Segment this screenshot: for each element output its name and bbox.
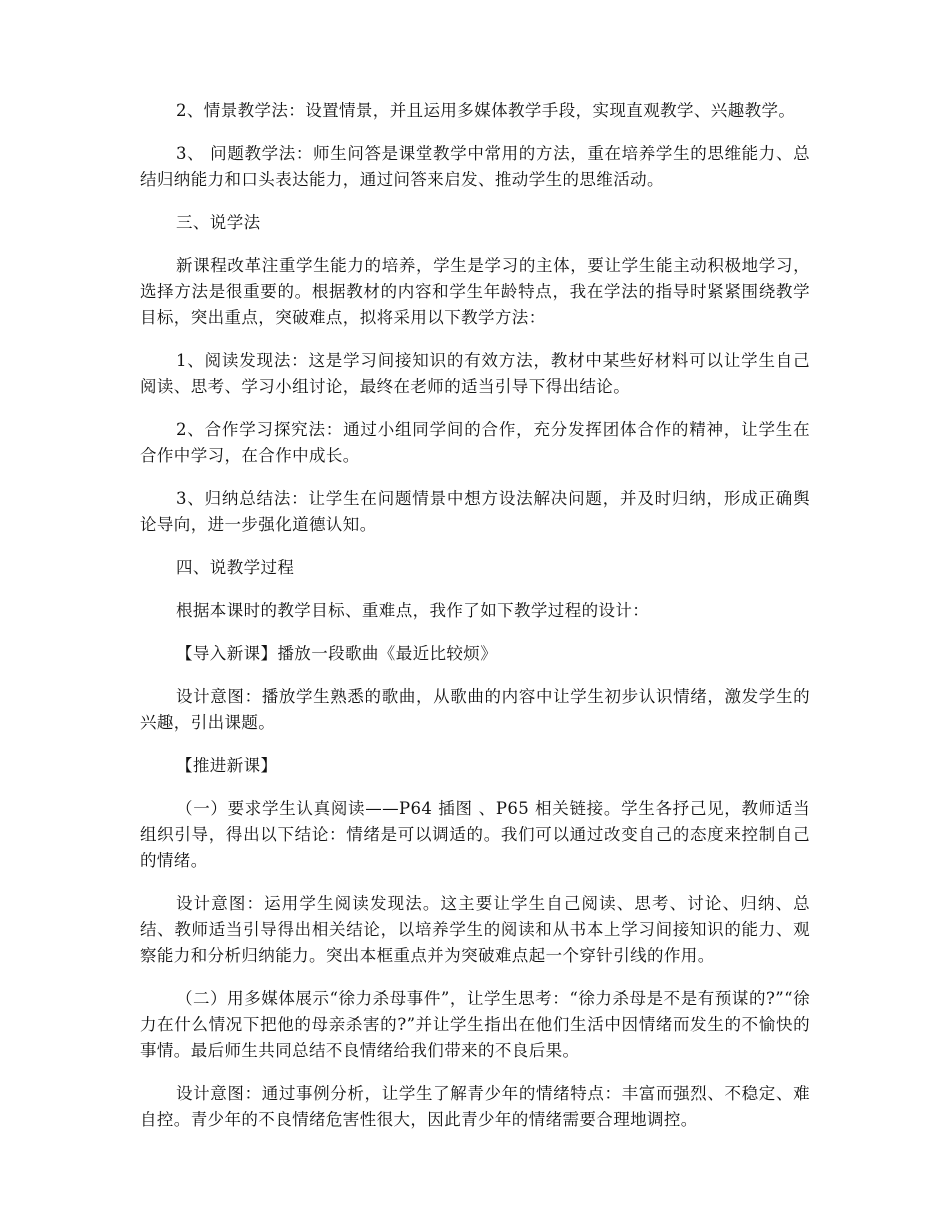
paragraph-process-intro: 根据本课时的教学目标、重难点，我作了如下教学过程的设计： xyxy=(176,601,650,620)
paragraph-learning-intro: 新课程改革注重学生能力的培养，学生是学习的主体，要让学生能主动积极地学习，选择方法是很重要的。根据教材的内容和学生年龄特点，我在学法的指导时紧紧围绕教学目标，突出重点，突破难点，拟将采用以下教学方法： xyxy=(140,256,810,327)
paragraph-lesson-intro: 【导入新课】播放一段歌曲《最近比较烦》 xyxy=(176,644,498,663)
paragraph-teaching-method-2: 2、情景教学法：设置情景，并且运用多媒体教学手段，实现直观教学、兴趣教学。 xyxy=(176,101,796,120)
paragraph-design-intent-3: 设计意图：通过事例分析，让学生了解青少年的情绪特点：丰富而强烈、不稳定、难自控。青少年的不良情绪危害性很大，因此青少年的情绪需要合理地调控。 xyxy=(140,1084,810,1129)
section-heading-learning-method: 三、说学法 xyxy=(176,213,261,232)
section-heading-teaching-process: 四、说教学过程 xyxy=(176,558,295,577)
paragraph-learning-method-1: 1、阅读发现法：这是学习间接知识的有效方法，教材中某些好材料可以让学生自己阅读、思考、学习小组讨论，最终在老师的适当引导下得出结论。 xyxy=(140,351,810,396)
paragraph-advance-lesson: 【推进新课】 xyxy=(176,756,278,775)
paragraph-learning-method-2: 2、合作学习探究法：通过小组同学间的合作，充分发挥团体合作的精神，让学生在合作中学习，在合作中成长。 xyxy=(140,420,810,465)
paragraph-learning-method-3: 3、归纳总结法：让学生在问题情景中想方设法解决问题，并及时归纳，形成正确舆论导向，进一步强化道德认知。 xyxy=(140,489,810,534)
paragraph-step-1: （一）要求学生认真阅读——P64 插图 、P65 相关链接。学生各抒己见，教师适当组织引导，得出以下结论：情绪是可以调适的。我们可以通过改变自己的态度来控制自己的情绪。 xyxy=(140,799,810,870)
paragraph-design-intent-1: 设计意图：播放学生熟悉的歌曲，从歌曲的内容中让学生初步认识情绪，激发学生的兴趣，引出课题。 xyxy=(140,687,810,732)
paragraph-teaching-method-3: 3、 问题教学法：师生问答是课堂教学中常用的方法，重在培养学生的思维能力、总结归纳能力和口头表达能力，通过问答来启发、推动学生的思维活动。 xyxy=(140,144,810,189)
paragraph-design-intent-2: 设计意图：运用学生阅读发现法。这主要让学生自己阅读、思考、讨论、归纳、总结、教师适当引导得出相关结论，以培养学生的阅读和从书本上学习间接知识的能力、观察能力和分析归纳能力。突出本框重点并为突破难点起一个穿针引线的作用。 xyxy=(140,894,810,965)
paragraph-step-2: （二）用多媒体展示“徐力杀母事件”，让学生思考：“徐力杀母是不是有预谋的?”“徐力在什么情况下把他的母亲杀害的?”并让学生指出在他们生活中因情绪而发生的不愉快的事情。最后师生共同总结不良情绪给我们带来的不良后果。 xyxy=(140,989,810,1060)
document-body xyxy=(140,98,810,1150)
